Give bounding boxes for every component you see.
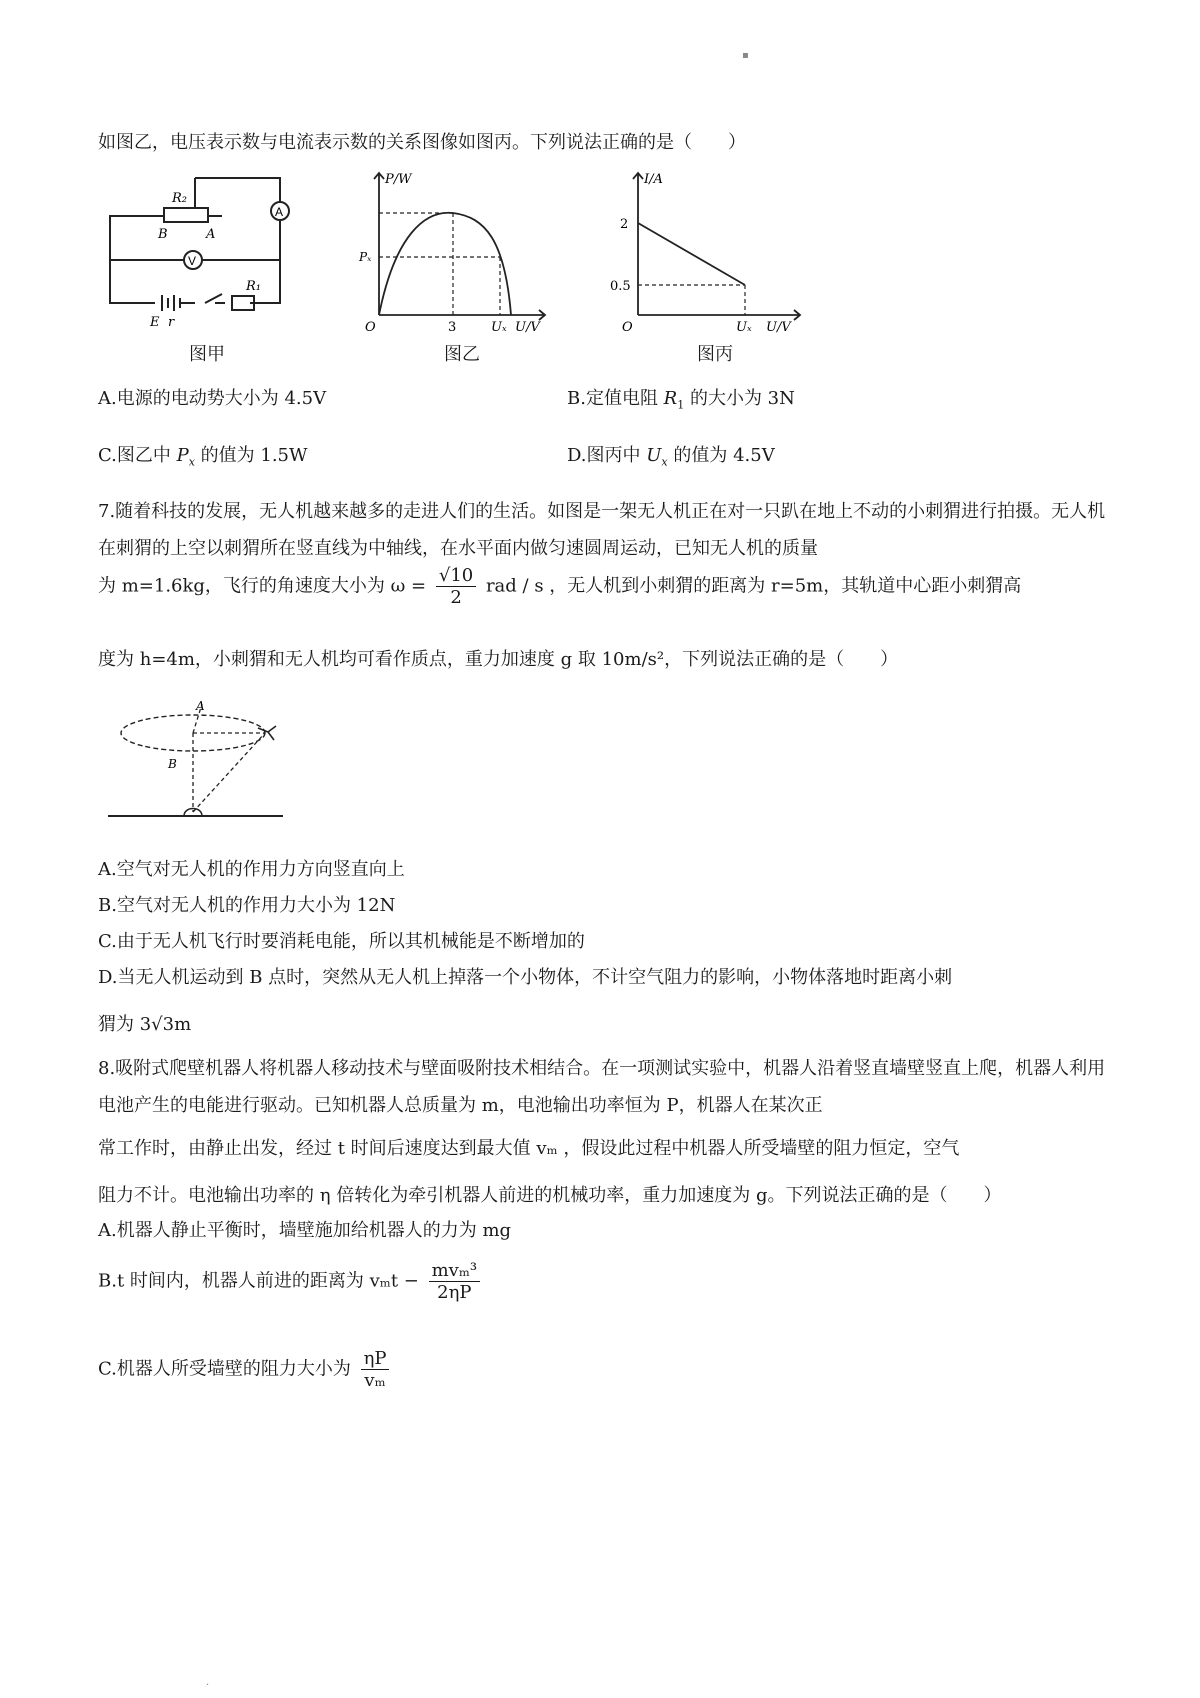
q8-option-c: C.机器人所受墙壁的阻力大小为 $\frac{\eta P}{\text{vₘ}}$ bbox=[98, 1348, 393, 1391]
q7-option-c: C.由于无人机飞行时要消耗电能，所以其机械能是不断增加的 bbox=[98, 931, 585, 952]
q6-option-b: B.定值电阻 $R_1$ 的大小为 3N bbox=[567, 388, 795, 412]
voltmeter-label: V bbox=[188, 254, 197, 268]
q8-option-a: A.机器人静止平衡时，墙壁施加给机器人的力为 mg bbox=[98, 1220, 512, 1241]
q8-option-b: B.t 时间内，机器人前进的距离为 vₘt − $\frac{\text{mvₘ³}}{2\eta P}$ bbox=[98, 1260, 484, 1303]
a-label: A bbox=[206, 227, 216, 242]
circuit-diagram bbox=[100, 168, 290, 328]
u-axis-label: U/V bbox=[515, 320, 540, 335]
tick-0.5-label: 0.5 bbox=[610, 279, 631, 294]
q7-option-d-cont: 猬为 3√3m bbox=[98, 1014, 192, 1035]
origin-label: O bbox=[622, 320, 633, 335]
q6-option-a: A.电源的电动势大小为 4.5V bbox=[98, 388, 327, 409]
r2-label: R₂ bbox=[172, 191, 187, 206]
power-voltage-graph bbox=[355, 165, 555, 335]
ux-label: Uₓ bbox=[491, 320, 507, 335]
q7-option-d: D.当无人机运动到 B 点时，突然从无人机上掉落一个小物体，不计空气阻力的影响，小物体落地时距离小刺 bbox=[98, 967, 953, 988]
figure-caption-yi: 图乙 bbox=[444, 344, 480, 365]
ammeter-label: A bbox=[275, 205, 284, 219]
q8-stem: 8.吸附式爬壁机器人将机器人移动技术与壁面吸附技术相结合。在一项测试实验中，机器人沿着竖直墙壁竖直上爬，机器人利用电池产生的电能进行驱动。已知机器人总质量为 m，电池输出功率恒为 P，机器人在某次正 bbox=[98, 1058, 1106, 1116]
r-label: r bbox=[168, 315, 175, 328]
origin-label: O bbox=[365, 320, 376, 335]
top-speck: ▪ bbox=[742, 50, 749, 61]
drone-orbit-figure bbox=[98, 688, 298, 828]
q7-stem: 7.随着科技的发展，无人机越来越多的走进人们的生活。如图是一架无人机正在对一只趴在地上不动的小刺猬进行拍摄。无人机在刺猬的上空以刺猬所在竖直线为中轴线，在水平面内做匀速圆周运动，已知无人机的质量 bbox=[98, 501, 1106, 559]
distance-fraction: $\frac{\text{mvₘ³}}{2\eta P}$ bbox=[429, 1260, 481, 1303]
q6-option-c: C.图乙中 $P_x$ 的值为 1.5W bbox=[98, 445, 308, 469]
q6-option-d: D.图丙中 $U_x$ 的值为 4.5V bbox=[567, 445, 775, 469]
q7-stem-line-3: 度为 h=4m，小刺猬和无人机均可看作质点，重力加速度 g 取 10m/s²，下列说法正确的是（ ） bbox=[98, 649, 899, 670]
ux-label: Uₓ bbox=[736, 320, 752, 335]
i-axis-label: I/A bbox=[644, 172, 663, 187]
tick-3-label: 3 bbox=[448, 320, 457, 335]
figure-caption-bing: 图丙 bbox=[697, 344, 733, 365]
current-voltage-graph bbox=[610, 165, 810, 335]
q7-option-a: A.空气对无人机的作用力方向竖直向上 bbox=[98, 859, 405, 880]
figure-caption-jia: 图甲 bbox=[189, 344, 225, 365]
bottom-speck: · bbox=[206, 1680, 210, 1691]
p-axis-label: P/W bbox=[385, 172, 412, 187]
omega-fraction: $\frac{√10}{2}$ bbox=[436, 565, 476, 608]
point-a-label: A bbox=[196, 699, 205, 713]
u-axis-label: U/V bbox=[766, 320, 791, 335]
q7-stem-line-2: 为 m=1.6kg，飞行的角速度大小为 ω = $\frac{√10}{2}$ rad / s ，无人机到小刺猬的距离为 r=5m，其轨道中心距小刺猬高 bbox=[98, 565, 1022, 608]
r1-label: R₁ bbox=[246, 279, 261, 294]
tick-2-label: 2 bbox=[620, 217, 629, 232]
e-label: E bbox=[150, 315, 160, 328]
point-b-label: B bbox=[168, 757, 177, 771]
resistance-fraction: $\frac{\eta P}{\text{vₘ}}$ bbox=[361, 1348, 390, 1391]
q7-option-b: B.空气对无人机的作用力大小为 12N bbox=[98, 895, 396, 916]
q8-stem-line-3: 常工作时，由静止出发，经过 t 时间后速度达到最大值 vₘ ，假设此过程中机器人所受墙壁的阻力恒定，空气 bbox=[98, 1138, 960, 1159]
b-label: B bbox=[158, 227, 168, 242]
px-label: Pₓ bbox=[359, 250, 372, 264]
q8-stem-line-4: 阻力不计。电池输出功率的 η 倍转化为牵引机器人前进的机械功率，重力加速度为 g。下列说法正确的是（ ） bbox=[98, 1185, 1002, 1206]
q6-intro: 如图乙，电压表示数与电流表示数的关系图像如图丙。下列说法正确的是（ ） bbox=[98, 132, 746, 153]
